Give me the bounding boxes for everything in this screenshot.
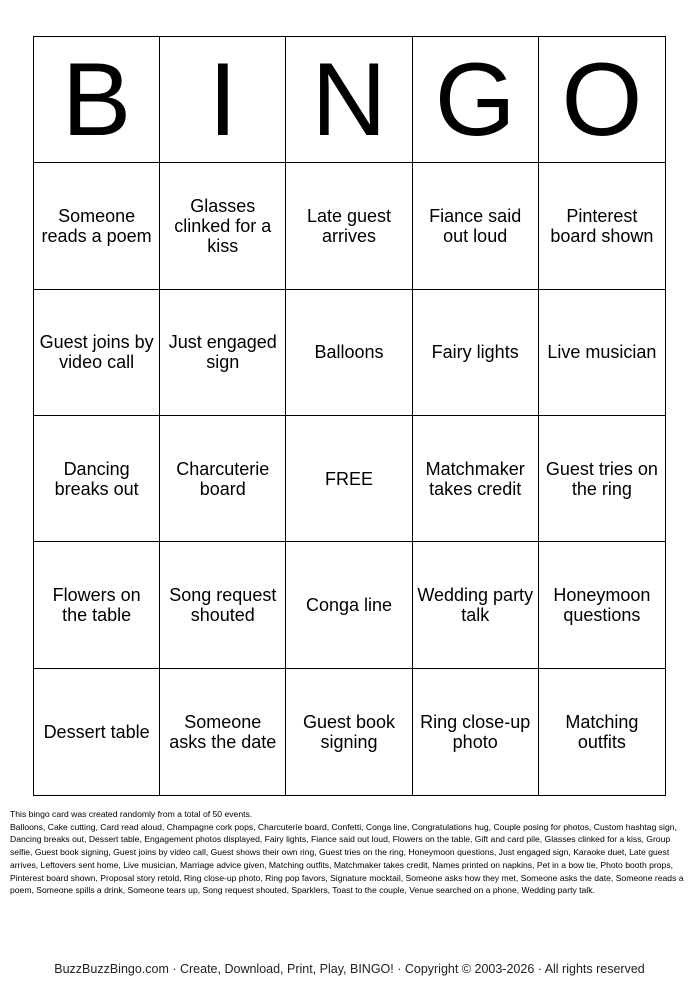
- bingo-cell: Guest tries on the ring: [539, 416, 665, 542]
- bingo-cell: Someone asks the date: [160, 669, 286, 795]
- bingo-cell: Charcuterie board: [160, 416, 286, 542]
- bingo-cell: Dancing breaks out: [34, 416, 160, 542]
- bingo-cell: Just engaged sign: [160, 290, 286, 416]
- bingo-cell: Matchmaker takes credit: [413, 416, 539, 542]
- bingo-cell: Balloons: [286, 290, 412, 416]
- header-letter-o: O: [539, 37, 665, 163]
- bingo-cell: Conga line: [286, 542, 412, 668]
- bingo-cell: Guest book signing: [286, 669, 412, 795]
- header-letter-i: I: [160, 37, 286, 163]
- bingo-cell: Late guest arrives: [286, 163, 412, 289]
- bingo-cell: Fairy lights: [413, 290, 539, 416]
- bingo-card: [33, 36, 666, 796]
- header-letter-b: B: [34, 37, 160, 163]
- bingo-cell: Live musician: [539, 290, 665, 416]
- bingo-cell: Flowers on the table: [34, 542, 160, 668]
- bingo-cell: Dessert table: [34, 669, 160, 795]
- bingo-cell: Fiance said out loud: [413, 163, 539, 289]
- bingo-cell: Ring close-up photo: [413, 669, 539, 795]
- bingo-cell: Matching outfits: [565, 711, 639, 752]
- notes-intro: This bingo card was created randomly from a total of 50 events.: [10, 809, 253, 819]
- header-letter-g: G: [413, 37, 539, 163]
- bingo-cell: Glasses clinked for a kiss: [160, 163, 286, 289]
- bingo-cell: Guest joins by video call: [34, 290, 160, 416]
- bingo-cell: Pinterest board shown: [539, 163, 665, 289]
- bingo-cell: Wedding party talk: [413, 542, 539, 668]
- event-list: Balloons, Cake cutting, Card read aloud, Champagne cork pops, Charcuterie board, Confetti, Conga line, Congratulations hug, Couple posing for photos, Custom hashtag sign, Dancing breaks out, Dessert table, Engagement photos displayed, Fairy lights, Fiance said out loud, Flowers on the table, Gift and card pile, Glasses clinked for a kiss, Group selfie, Guest book signing, Guest joins by video call, Guest shows their own ring, Guest tries on the ring, Honeymoon questions, Just engaged sign, Karaoke duet, Late guest arrives, Leftovers sent home, Live musician, Marriage advice given, Matching outfits, Matchmaker takes credit, Names printed on napkins, Pet in a bow tie, Photo booth props, Pinterest board shown, Proposal story retold, Ring close-up photo, Ring pop favors, Signature mocktail, Someone asks how they met, Someone asks the date, Someone reads a poem, Someone spills a drink, Someone tears up, Song request shouted, Sparklers, Toast to the couple, Venue searched on a phone, Wedding party talk.: [10, 821, 684, 896]
- copyright-footer: BuzzBuzzBingo.com · Create, Download, Print, Play, BINGO! · Copyright © 2003-2026 · All rights reserved: [54, 962, 645, 976]
- header-letter-n: N: [286, 37, 412, 163]
- bingo-cell: Someone reads a poem: [34, 163, 160, 289]
- bingo-cell: Honeymoon questions: [539, 542, 665, 668]
- card-notes: [10, 808, 690, 897]
- free-space-cell: FREE: [286, 416, 412, 542]
- bingo-cell: Song request shouted: [160, 542, 286, 668]
